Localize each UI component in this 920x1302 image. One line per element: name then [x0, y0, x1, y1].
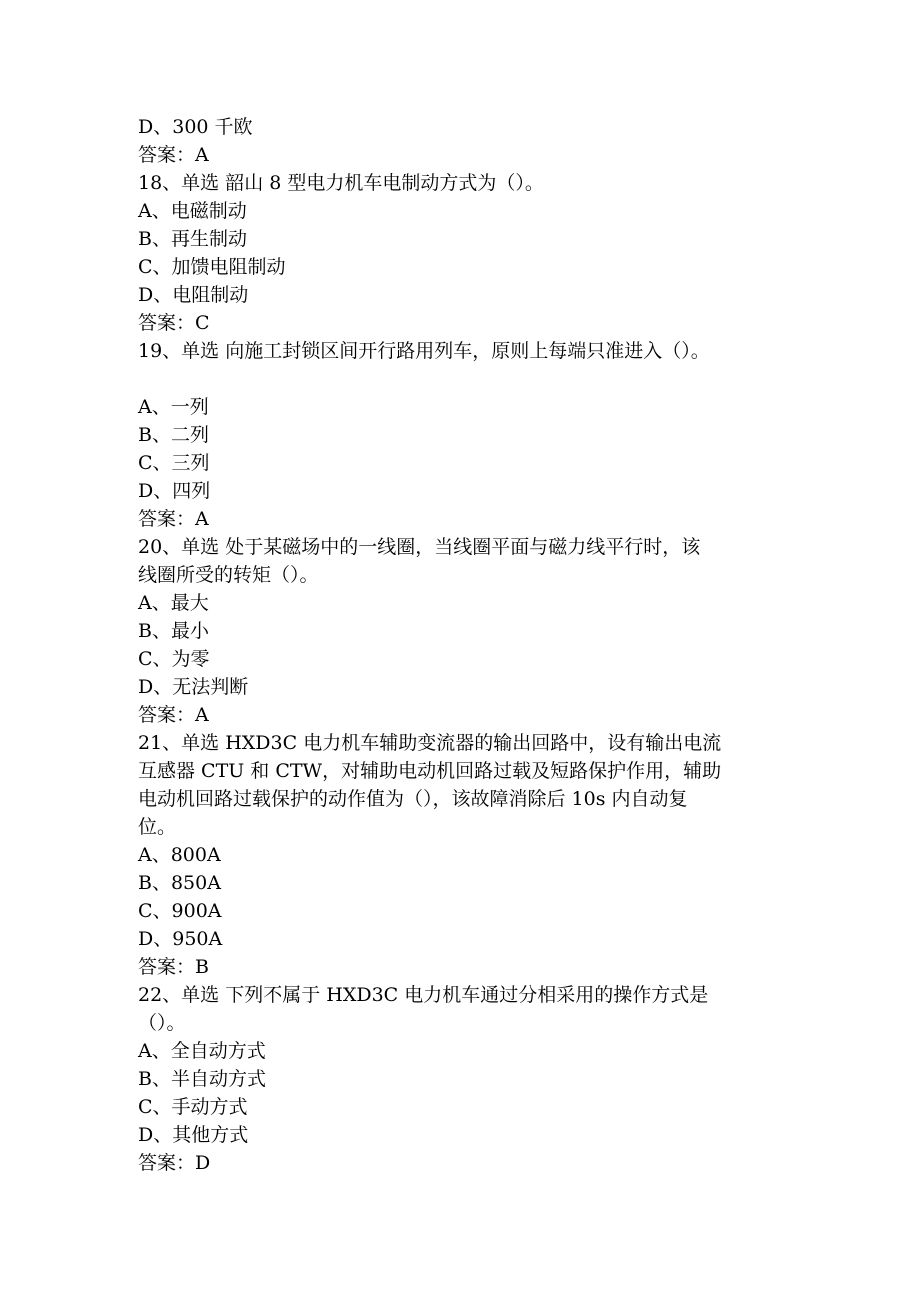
- option-c: C、三列: [138, 452, 210, 474]
- option-b: B、半自动方式: [138, 1068, 266, 1090]
- question-20-cont: 线圈所受的转矩（）。: [138, 564, 319, 586]
- question-21-cont: 电动机回路过载保护的动作值为（），该故障消除后 10s 内自动复: [138, 788, 688, 810]
- option-b: B、二列: [138, 424, 209, 446]
- option-b: B、再生制动: [138, 228, 247, 250]
- option-d: D、300 千欧: [138, 116, 253, 138]
- option-a: A、800A: [138, 844, 221, 866]
- answer-18: 答案：C: [138, 312, 210, 334]
- option-a: A、一列: [138, 396, 209, 418]
- question-18: 18、单选 韶山 8 型电力机车电制动方式为（）。: [138, 172, 544, 194]
- option-b: B、最小: [138, 620, 209, 642]
- answer-21: 答案：B: [138, 956, 209, 978]
- answer-19: 答案：A: [138, 508, 209, 530]
- option-d: D、无法判断: [138, 676, 249, 698]
- option-a: A、最大: [138, 592, 209, 614]
- question-21: 21、单选 HXD3C 电力机车辅助变流器的输出回路中，设有输出电流: [138, 732, 722, 754]
- option-d: D、四列: [138, 480, 211, 502]
- option-b: B、850A: [138, 872, 221, 894]
- option-a: A、电磁制动: [138, 200, 247, 222]
- option-c: C、为零: [138, 648, 210, 670]
- blank-line: [138, 365, 798, 393]
- option-c: C、手动方式: [138, 1096, 248, 1118]
- question-22: 22、单选 下列不属于 HXD3C 电力机车通过分相采用的操作方式是: [138, 984, 709, 1006]
- option-c: C、加馈电阻制动: [138, 256, 286, 278]
- answer-20: 答案：A: [138, 704, 209, 726]
- option-d: D、950A: [138, 928, 223, 950]
- question-22-cont: （）。: [138, 1012, 186, 1034]
- document-page: [138, 113, 798, 1177]
- question-21-cont: 位。: [138, 816, 177, 838]
- option-c: C、900A: [138, 900, 222, 922]
- question-20: 20、单选 处于某磁场中的一线圈，当线圈平面与磁力线平行时，该: [138, 536, 701, 558]
- answer-17: 答案：A: [138, 144, 209, 166]
- option-d: D、其他方式: [138, 1124, 249, 1146]
- option-a: A、全自动方式: [138, 1040, 266, 1062]
- question-21-cont: 互感器 CTU 和 CTW，对辅助电动机回路过载及短路保护作用，辅助: [138, 760, 722, 782]
- option-d: D、电阻制动: [138, 284, 249, 306]
- question-19: 19、单选 向施工封锁区间开行路用列车，原则上每端只准进入（）。: [138, 340, 710, 362]
- answer-22: 答案：D: [138, 1152, 211, 1174]
